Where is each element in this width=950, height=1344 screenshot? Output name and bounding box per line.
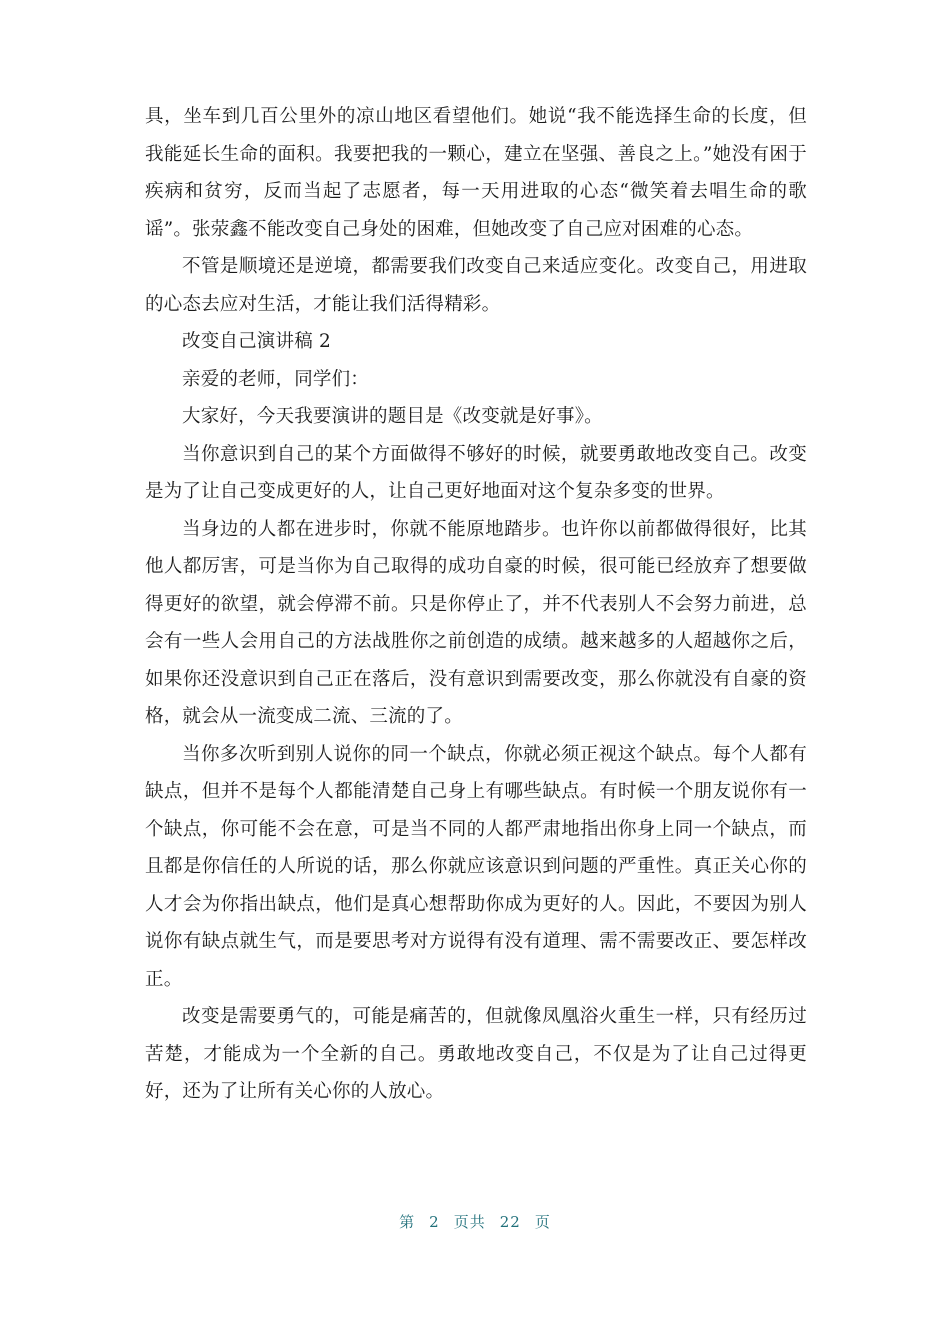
paragraph: 当你多次听到别人说你的同一个缺点，你就必须正视这个缺点。每个人都有缺点，但并不是每个人都能清楚自己身上有哪些缺点。有时候一个朋友说你有一个缺点，你可能不会在意，可是当不同的人都严肃地指出你身上同一个缺点，而且都是你信任的人所说的话，那么你就应该意识到问题的严重性。真正关心你的人才会为你指出缺点，他们是真心想帮助你成为更好的人。因此，不要因为别人说你有缺点就生气，而是要思考对方说得有没有道理、需不需要改正、要怎样改正。	[145, 743, 807, 990]
paragraph: 具，坐车到几百公里外的凉山地区看望他们。她说“我不能选择生命的长度，但我能延长生命的面积。我要把我的一颗心，建立在坚强、善良之上。”她没有困于疾病和贫穷，反而当起了志愿者，每一天用进取的心态“微笑着去唱生命的歌谣”。张荥鑫不能改变自己身处的困难，但她改变了自己应对困难的心态。	[145, 106, 807, 240]
document-body	[145, 98, 807, 1111]
paragraph: 不管是顺境还是逆境，都需要我们改变自己来适应变化。改变自己，用进取的心态去应对生活，才能让我们活得精彩。	[145, 256, 807, 315]
paragraph: 改变是需要勇气的，可能是痛苦的，但就像凤凰浴火重生一样，只有经历过苦楚，才能成为一个全新的自己。勇敢地改变自己，不仅是为了让自己过得更好，还为了让所有关心你的人放心。	[145, 1006, 807, 1102]
paragraph: 当身边的人都在进步时，你就不能原地踏步。也许你以前都做得很好，比其他人都厉害，可是当你为自己取得的成功自豪的时候，很可能已经放弃了想要做得更好的欲望，就会停滞不前。只是你停止了，并不代表别人不会努力前进，总会有一些人会用自己的方法战胜你之前创造的成绩。越来越多的人超越你之后，如果你还没意识到自己正在落后，没有意识到需要改变，那么你就没有自豪的资格，就会从一流变成二流、三流的了。	[145, 518, 807, 727]
speech-title: 改变自己演讲稿 2	[182, 331, 331, 352]
total-pages-number: 22	[499, 1213, 521, 1231]
footer-middle: 页共	[453, 1213, 486, 1231]
paragraph: 大家好，今天我要演讲的题目是《改变就是好事》。	[182, 406, 603, 427]
paragraph: 当你意识到自己的某个方面做得不够好的时候，就要勇敢地改变自己。改变是为了让自己变成更好的人，让自己更好地面对这个复杂多变的世界。	[145, 443, 807, 502]
page-footer	[0, 1211, 950, 1232]
footer-prefix: 第	[399, 1213, 416, 1231]
current-page-number: 2	[429, 1213, 440, 1231]
footer-suffix: 页	[534, 1213, 551, 1231]
salutation: 亲爱的老师，同学们：	[182, 368, 370, 390]
